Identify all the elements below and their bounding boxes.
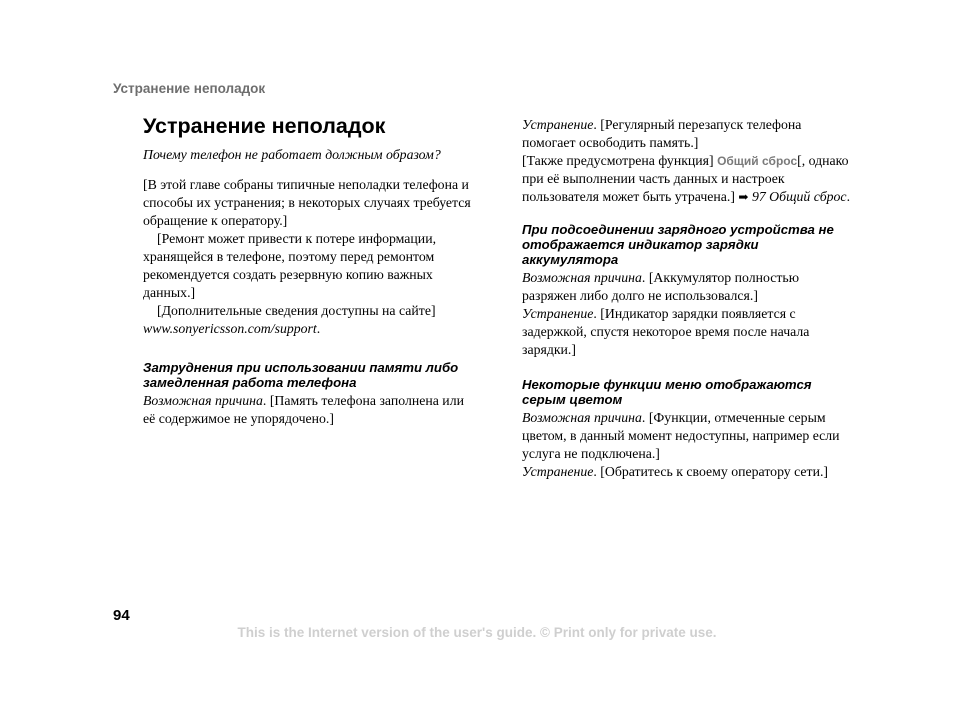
footer-note: This is the Internet version of the user's guide. © Print only for private use. xyxy=(237,625,717,640)
page-subtitle: Почему телефон не работает должным образом? xyxy=(143,147,441,162)
fix-label: Устранение xyxy=(522,464,594,479)
cause-text: [Аккумулятор полностью разряжен либо долго не использовался.] xyxy=(522,270,800,303)
memory-fix: Устранение. [Регулярный перезапуск телефона помогает освободить память.] xyxy=(522,117,802,150)
reset-suffix: [, однако при её выполнении часть данных и настроек пользователя может быть утрачена.] xyxy=(522,153,849,204)
reset-paragraph: [Также предусмотрена функция] Общий сброс[, однако при её выполнении часть данных и настроек пользователя может быть утрачена.] ➡ 97 Общий сброс. xyxy=(522,153,851,204)
memory-cause: Возможная причина. [Память телефона заполнена или её содержимое не упорядочено.] xyxy=(143,393,464,426)
fix-text: [Обратитесь к своему оператору сети.] xyxy=(600,464,829,479)
more-info-text: [Дополнительные сведения доступны на сайте] xyxy=(157,303,436,318)
section-heading-memory: Затруднения при использовании памяти либо замедленная работа телефона xyxy=(143,360,459,390)
more-info-paragraph: [Дополнительные сведения доступны на сайте] www.sonyericsson.com/support. xyxy=(143,303,436,336)
warning-paragraph: [Ремонт может привести к потере информации, хранящейся в телефоне, поэтому перед ремонтом рекомендуется создать резервную копию важных данных.] xyxy=(143,231,437,300)
cause-text: [Функции, отмеченные серым цветом, в данный момент недоступны, например если услуга не подключена.] xyxy=(522,410,840,461)
intro-paragraph: [В этой главе собраны типичные неполадки телефона и способы их устранения; в некоторых случаях требуется обращение к оператору.] xyxy=(143,177,471,228)
cause-label: Возможная причина xyxy=(522,410,642,425)
fix-label: Устранение xyxy=(522,306,594,321)
fix-text: [Индикатор зарядки появляется с задержкой, спустя некоторое время после начала зарядки.] xyxy=(522,306,810,357)
menu-item-master-reset: Общий сброс xyxy=(717,154,798,168)
charging-fix: Устранение. [Индикатор зарядки появляется с задержкой, спустя некоторое время после начала зарядки.] xyxy=(522,306,810,357)
section-heading-grey-menu: Некоторые функции меню отображаются серым цветом xyxy=(522,377,812,407)
page-title: Устранение неполадок xyxy=(143,114,386,138)
grey-menu-cause: Возможная причина. [Функции, отмеченные серым цветом, в данный момент недоступны, например если услуга не подключена.] xyxy=(522,410,840,461)
cause-label: Возможная причина xyxy=(522,270,642,285)
running-head: Устранение неполадок xyxy=(113,81,266,96)
right-column xyxy=(522,116,852,481)
support-url: www.sonyericsson.com/support xyxy=(143,321,317,336)
reset-prefix: [Также предусмотрена функция] xyxy=(522,153,714,168)
cross-reference: 97 Общий сброс xyxy=(751,189,847,204)
grey-menu-fix: Устранение. [Обратитесь к своему оператору сети.] xyxy=(522,464,829,479)
left-column xyxy=(143,112,473,428)
cause-label: Возможная причина xyxy=(143,393,263,408)
section-heading-charging: При подсоединении зарядного устройства не отображается индикатор зарядки аккумулятора xyxy=(522,222,834,267)
cause-text: [Память телефона заполнена или её содержимое не упорядочено.] xyxy=(143,393,464,426)
fix-label: Устранение xyxy=(522,117,594,132)
charging-cause: Возможная причина. [Аккумулятор полностью разряжен либо долго не использовался.] xyxy=(522,270,800,303)
page-number: 94 xyxy=(113,607,130,624)
fix-text: [Регулярный перезапуск телефона помогает освободить память.] xyxy=(522,117,802,150)
arrow-right-icon: ➡ xyxy=(738,190,749,204)
